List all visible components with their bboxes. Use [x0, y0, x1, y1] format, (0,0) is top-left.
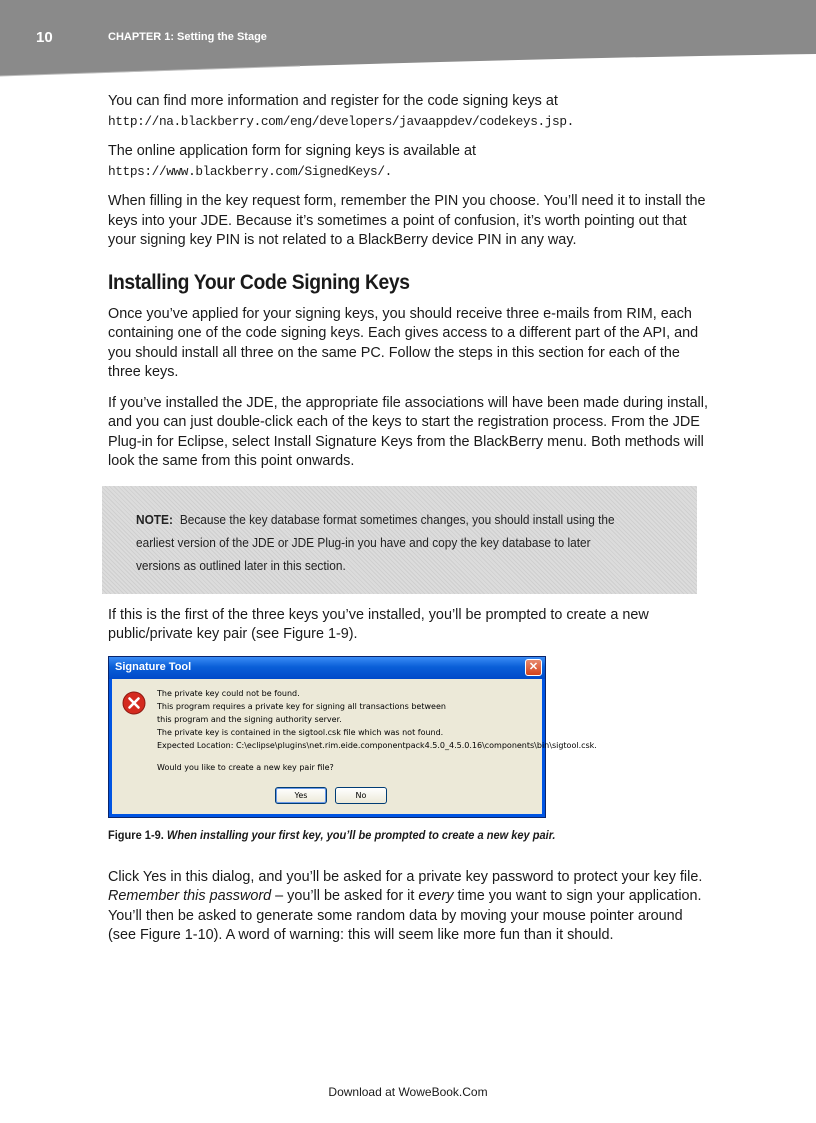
codekeys-url: http://na.blackberry.com/eng/developers/javaappdev/codekeys.jsp. — [108, 113, 574, 129]
paragraph-pin-note: When filling in the key request form, remember the PIN you choose. You’ll need it to install the keys into your JDE. Because it’s sometimes a point of confusion, it’s worth pointing out that your signing key PIN is not related to a BlackBerry device PIN in any way. — [108, 193, 706, 248]
paragraph-text: The online application form for signing keys is available at — [108, 143, 476, 159]
no-button[interactable]: No — [335, 787, 387, 804]
dialog-titlebar — [109, 657, 545, 679]
note-content — [136, 508, 622, 577]
dialog-message — [157, 687, 597, 752]
paragraph-install-process: If you’ve installed the JDE, the appropriate file associations will have been made during install, and you can just double-click each of the keys to start the registration process. From the JDE Plug-in for Eclipse, select Install Signature Keys from the BlackBerry menu. Both methods will look the same from this point onwards. — [108, 394, 708, 469]
dialog-message-line: The private key could not be found. — [157, 688, 300, 698]
emphasis-text: Remember this password — [108, 888, 272, 904]
dialog-message-line: this program and the signing authority server. — [157, 714, 342, 724]
paragraph-click-yes — [108, 868, 708, 946]
paragraph-codekeys-info — [108, 92, 708, 131]
paragraph-application-form — [108, 142, 708, 181]
figure-caption — [108, 828, 660, 842]
paragraph-receive-keys: Once you’ve applied for your signing keys, you should receive three e-mails from RIM, each containing one of the code signing keys. Each gives access to a different part of the API, and you should install all three on the same PC. Follow the steps in this section for each of the three keys. — [108, 305, 699, 380]
paragraph-text: time you want to sign your application. You’ll then be asked to generate some random data by moving your mouse pointer around (see Figure 1-10). A word of warning: this will seem like more fun than it should. — [108, 888, 702, 943]
signed-keys-url: https://www.blackberry.com/SignedKeys/. — [108, 163, 392, 179]
paragraph-text: – you’ll be asked for it — [271, 888, 419, 904]
dialog-message-line: The private key is contained in the sigtool.csk file which was not found. — [157, 727, 444, 737]
yes-button[interactable]: Yes — [275, 787, 327, 804]
page-number: 10 — [36, 29, 53, 46]
figure-label: Figure 1-9. — [108, 827, 164, 842]
note-box — [102, 486, 697, 594]
paragraph-text: You can find more information and register for the code signing keys at — [108, 93, 558, 109]
header-band-shape — [0, 0, 816, 92]
note-text: Because the key database format sometimes changes, you should install using the earliest version of the JDE or JDE Plug-in you have and copy the key database to later versions as outlined later in this section. — [136, 511, 615, 573]
page-content — [108, 92, 708, 957]
dialog-question: Would you like to create a new key pair file? — [157, 762, 334, 772]
dialog-message-line: This program requires a private key for signing all transactions between — [157, 701, 446, 711]
chapter-header-band — [0, 0, 816, 92]
section-heading: Installing Your Code Signing Keys — [108, 270, 410, 294]
figure-caption-text: When installing your first key, you’ll be prompted to create a new key pair. — [166, 827, 556, 842]
dialog-title: Signature Tool — [115, 660, 192, 673]
note-label: NOTE: — [136, 511, 173, 527]
dialog-message-line: Expected Location: C:\eclipse\plugins\net.rim.eide.componentpack4.5.0_4.5.0.16\components\bin\sigtool.csk. — [157, 740, 597, 750]
paragraph-text: Click Yes in this dialog, and you’ll be asked for a private key password to protect your key file. — [108, 868, 703, 885]
close-button[interactable]: ✕ — [525, 659, 542, 676]
chapter-title: CHAPTER 1: Setting the Stage — [108, 31, 267, 43]
page-footer: Download at WoweBook.Com — [328, 1085, 488, 1099]
error-icon — [122, 691, 146, 715]
paragraph-first-key: If this is the first of the three keys you’ve installed, you’ll be prompted to create a new public/private key pair (see Figure 1-9). — [108, 606, 649, 642]
dialog-body — [112, 679, 597, 814]
signature-tool-dialog — [108, 656, 597, 818]
emphasis-text: every — [418, 888, 454, 904]
